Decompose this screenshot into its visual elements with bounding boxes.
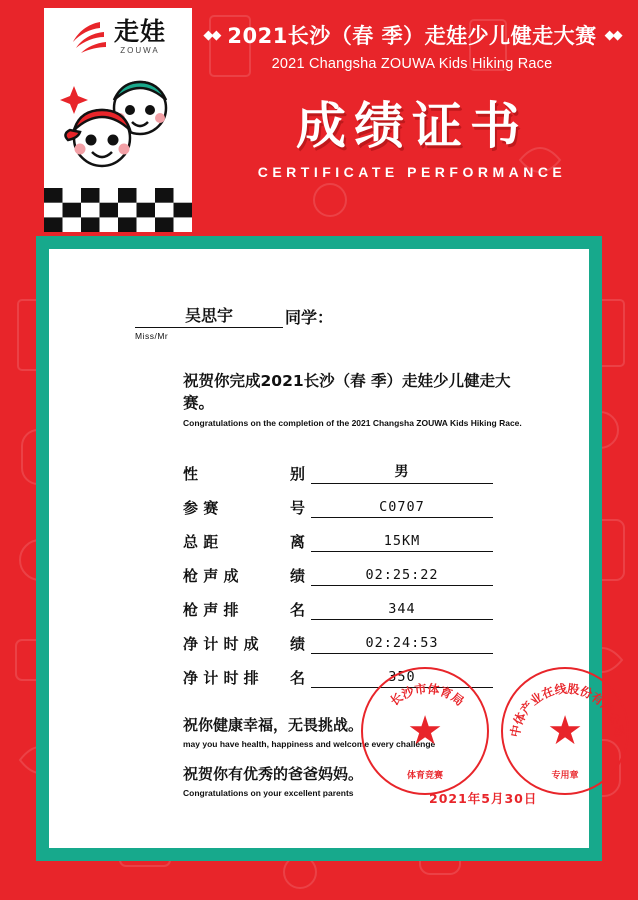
- official-seal-left: [361, 667, 489, 795]
- field-label-part-b: 别: [289, 465, 305, 483]
- svg-text:长沙市体育局: 长沙市体育局: [387, 681, 467, 709]
- diamond-ornament-right-icon: ◆◆: [604, 27, 621, 43]
- field-label-part-a: 枪 声 成: [183, 567, 239, 585]
- issue-date: 2021年5月30日: [429, 791, 538, 806]
- field-label-part-b: 号: [289, 499, 305, 517]
- seal-left-bottom-text: 体育竞赛: [406, 771, 443, 781]
- seal-right-bottom-text: 专用章: [551, 771, 579, 781]
- checker-strip: [44, 188, 192, 232]
- race-title-cn-row: [196, 20, 628, 50]
- wish-1-en: may you have health, happiness and welcome every challenge: [183, 739, 436, 749]
- field-label-gender: [183, 463, 305, 484]
- field-row: [183, 518, 537, 552]
- mascot-illustration: [44, 60, 192, 182]
- certificate-title-cn: 成绩证书: [296, 97, 528, 155]
- field-label-part-a: 枪 声 排: [183, 601, 239, 619]
- field-row: [183, 586, 537, 620]
- field-value-gun-time: 02:25:22: [311, 567, 493, 586]
- seal-star-icon: ★: [407, 709, 443, 753]
- field-label-net-time: [183, 633, 305, 654]
- header: [0, 0, 638, 232]
- field-label-part-b: 离: [289, 533, 305, 551]
- recipient-suffix: 同学：: [285, 308, 334, 327]
- brand-logo: [44, 14, 192, 60]
- race-title-cn: 2021长沙（春 季）走娃少儿健走大赛: [227, 24, 597, 48]
- wish-2-cn: 祝贺你有优秀的爸爸妈妈。: [183, 765, 364, 783]
- seal-star-icon: ★: [547, 709, 583, 753]
- field-row: [183, 484, 537, 518]
- congratulation-cn: 祝贺你完成2021长沙（春 季）走娃少儿健走大赛。: [183, 372, 511, 412]
- field-row: [183, 450, 537, 484]
- field-label-net-rank: [183, 667, 305, 688]
- field-value-bib: C0707: [311, 499, 493, 518]
- field-value-net-rank: 350: [311, 669, 493, 688]
- field-label-part-a: 净 计 时 成: [183, 635, 259, 653]
- title-block: [196, 20, 628, 180]
- swoosh-mark-icon: [70, 20, 110, 54]
- wish-2-en: Congratulations on your excellent parents: [183, 788, 354, 798]
- brand-name-en: ZOUWA: [120, 46, 160, 55]
- brand-name-cn: 走娃: [113, 17, 166, 46]
- recipient-salutation-en: Miss/Mr: [135, 331, 169, 341]
- field-value-gender: 男: [311, 461, 493, 484]
- congratulation-en: Congratulations on the completion of the 2021 Changsha ZOUWA Kids Hiking Race.: [183, 418, 522, 428]
- result-fields: [183, 450, 537, 688]
- certificate-title-en: CERTIFICATE PERFORMANCE: [257, 164, 567, 180]
- logo-box: [44, 8, 192, 188]
- field-label-gun-time: [183, 565, 305, 586]
- field-label-part-a: 总 距: [183, 533, 219, 551]
- recipient-name: 吴思宇: [135, 303, 283, 328]
- certificate-frame: [36, 236, 627, 861]
- field-label-part-a: 参 赛: [183, 499, 219, 517]
- recipient-row: [101, 303, 537, 328]
- field-label-part-a: 净 计 时 排: [183, 669, 259, 687]
- field-value-gun-rank: 344: [311, 601, 493, 620]
- field-label-part-b: 绩: [289, 635, 305, 653]
- certificate-paper: [49, 249, 627, 848]
- field-label-part-b: 名: [289, 601, 305, 619]
- field-row: [183, 620, 537, 654]
- field-label-part-b: 绩: [289, 567, 305, 585]
- field-row: [183, 552, 537, 586]
- race-title-en: 2021 Changsha ZOUWA Kids Hiking Race: [271, 56, 553, 72]
- diamond-ornament-left-icon: ◆◆: [203, 27, 220, 43]
- field-label-part-a: 性: [183, 465, 199, 483]
- wish-1-cn: 祝你健康幸福，无畏挑战。: [183, 716, 364, 734]
- field-label-gun-rank: [183, 599, 305, 620]
- field-label-distance: [183, 531, 305, 552]
- field-value-net-time: 02:24:53: [311, 635, 493, 654]
- official-seal-right: [501, 667, 629, 795]
- svg-text:中体产业在线股份有限公司: 中体产业在线股份有限公司: [507, 681, 627, 739]
- field-label-part-b: 名: [289, 669, 305, 687]
- field-value-distance: 15KM: [311, 533, 493, 552]
- field-label-bib: [183, 497, 305, 518]
